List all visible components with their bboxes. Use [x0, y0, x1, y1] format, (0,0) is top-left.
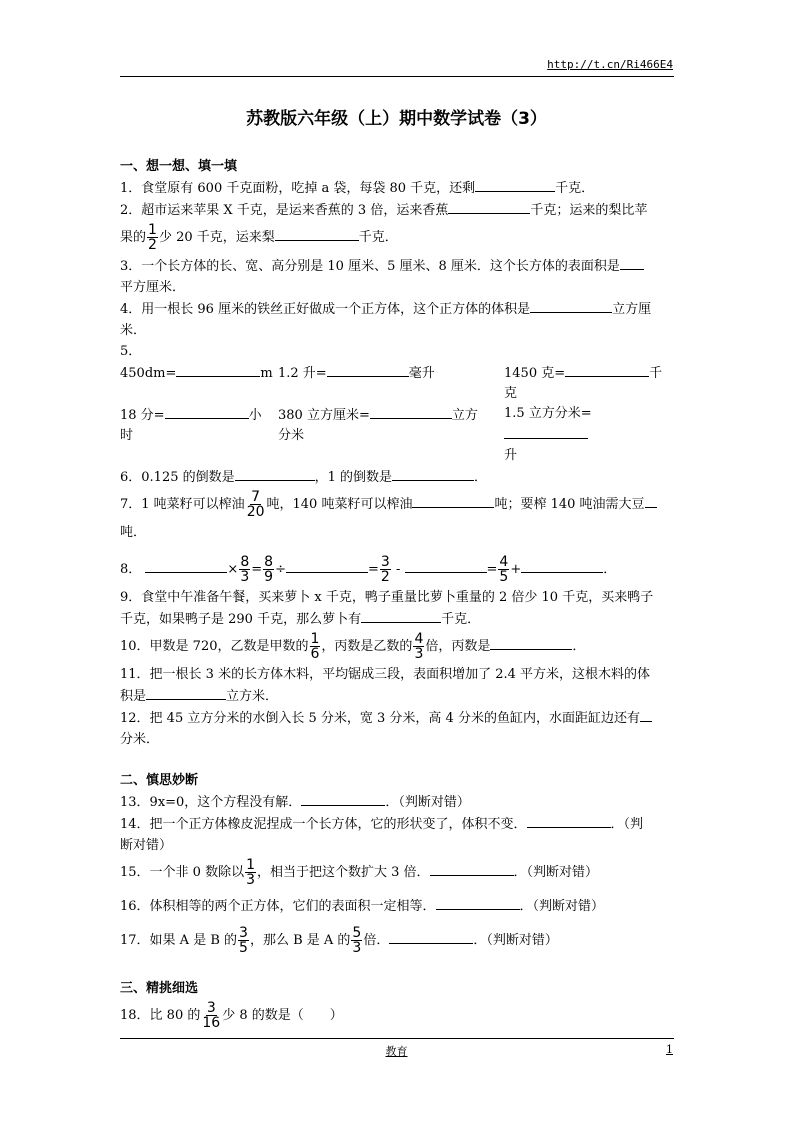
q7-fraction: $\frac{7}{20}$ [246, 489, 265, 520]
question-1 [120, 177, 674, 199]
q9-text-2: 千克，如果鸭子是 290 千克，那么萝卜有 [120, 612, 362, 627]
q3-text: 3．一个长方体的长、宽、高分别是 10 厘米、5 厘米、8 厘米．这个长方体的表面积是 [120, 259, 620, 274]
q17-text: 17．如果 A 是 B 的 [120, 933, 238, 948]
exam-content [120, 156, 674, 1033]
q5-blank-2[interactable] [327, 362, 409, 377]
q4-text: 4．用一根长 96 厘米的铁丝正好做成一个正方体，这个正方体的体积是 [120, 302, 531, 317]
q8-fraction-4: $\frac{4}{5}$ [499, 554, 509, 585]
q5-number: 5． [120, 344, 142, 359]
page-number: 1 [666, 1043, 673, 1056]
q15-fraction: $\frac{1}{3}$ [246, 857, 255, 888]
q17-tail: ．（判断对错） [473, 933, 558, 948]
q5-cell-3: 1450 克= 千克 [504, 362, 674, 404]
q15-tail: ．（判断对错） [513, 865, 599, 880]
q1-tail: 千克． [555, 181, 595, 196]
q1-blank[interactable] [475, 177, 555, 192]
question-11 [120, 664, 674, 707]
q8-blank-2[interactable] [286, 558, 368, 573]
q7-tail: 吨． [120, 525, 147, 540]
section-3-heading: 三、精挑细选 [120, 981, 199, 996]
q2-blank-1[interactable] [448, 199, 530, 214]
question-15 [120, 856, 674, 890]
question-5 [120, 341, 674, 466]
q12-text: 12．把 45 立方分米的水倒入长 5 分米，宽 3 分米，高 4 分米的鱼缸内，水面距缸边还有 [120, 711, 640, 726]
q13-blank[interactable] [301, 791, 385, 806]
question-2 [120, 199, 674, 255]
q5-blank-4[interactable] [165, 404, 249, 419]
q15-blank[interactable] [430, 861, 514, 876]
q8-blank-4[interactable] [521, 558, 603, 573]
q16-text: 16．体积相等的两个正方体，它们的表面积一定相等． [120, 899, 436, 914]
q8-eq-3: = [486, 562, 498, 577]
q7-blank-1[interactable] [412, 493, 494, 508]
q5-cell-5: 380 立方厘米= 立方 分米 [278, 404, 504, 466]
q8-eq-1: = [251, 562, 263, 577]
q2-text-3: 果的 [120, 230, 147, 245]
q12-tail: 分米． [120, 732, 160, 747]
q9-blank[interactable] [361, 608, 441, 623]
q4-blank[interactable] [530, 298, 612, 313]
q10-text-2: ，丙数是乙数的 [321, 639, 413, 654]
question-7-cont [120, 522, 674, 543]
q14-text-2: ．（判 [610, 817, 644, 832]
q8-number: 8． [120, 562, 142, 577]
q17-text-3: 倍． [363, 933, 390, 948]
q4-text-2: 立方厘 [612, 302, 652, 317]
q9-tail: 千克． [441, 612, 481, 627]
question-12 [120, 707, 674, 750]
q6-blank-1[interactable] [235, 466, 315, 481]
question-4 [120, 298, 674, 341]
q14-tail: 断对错） [120, 838, 173, 853]
q13-tail: ．（判断对错） [385, 795, 470, 810]
q11-text-2: 积是 [120, 689, 147, 704]
q8-blank-1[interactable] [145, 558, 227, 573]
q3-blank[interactable] [620, 255, 644, 270]
q8-fraction-2: $\frac{8}{9}$ [264, 554, 274, 585]
q16-blank[interactable] [436, 895, 520, 910]
q5-blank-5[interactable] [370, 404, 452, 419]
q5-cell-2: 1.2 升= 毫升 [278, 362, 504, 404]
q8-times: × [227, 562, 239, 577]
q11-tail: 立方米． [226, 689, 279, 704]
q7-blank-2[interactable] [645, 493, 657, 508]
q2-text: 2．超市运来苹果 X 千克，是运来香蕉的 3 倍，运来香蕉 [120, 203, 449, 218]
q6-text-2: ，1 的倒数是 [314, 470, 393, 485]
q17-blank[interactable] [389, 929, 473, 944]
footer-divider [120, 1038, 674, 1039]
q10-blank[interactable] [490, 635, 572, 650]
q2-fraction: $\frac{1}{2}$ [148, 222, 157, 253]
q7-text-2: 吨，140 吨菜籽可以榨油 [266, 497, 413, 512]
q15-text: 15．一个非 0 数除以 [120, 865, 245, 880]
section-1-heading: 一、想一想、填一填 [120, 159, 238, 174]
q17-fraction-2: $\frac{5}{3}$ [352, 925, 362, 956]
q17-fraction-1: $\frac{3}{5}$ [239, 925, 248, 956]
q2-blank-2[interactable] [275, 226, 359, 241]
q5-cell-6: 1.5 立方分米= 升 [504, 406, 592, 463]
q18-text: 18．比 80 的 [120, 1008, 201, 1023]
question-3 [120, 255, 674, 298]
q5-blank-1[interactable] [176, 362, 260, 377]
q8-tail: ． [603, 562, 617, 577]
q8-eq-2: = [367, 562, 379, 577]
page-title: 苏教版六年级（上）期中数学试卷（3） [246, 109, 547, 129]
question-7 [120, 488, 674, 522]
question-9 [120, 587, 674, 630]
q18-text-2: 少 8 的数是（ ） [222, 1008, 343, 1023]
q17-text-2: ，那么 B 是 A 的 [249, 933, 351, 948]
q8-fraction-1: $\frac{8}{3}$ [240, 554, 250, 585]
q1-text: 1．食堂原有 600 千克面粉，吃掉 a 袋，每袋 80 千克，还剩 [120, 181, 476, 196]
q5-cell-1: 450dm= m [120, 362, 278, 404]
section-2-heading: 二、慎思妙断 [120, 773, 199, 788]
q10-text: 10．甲数是 720，乙数是甲数的 [120, 639, 309, 654]
q7-text: 7．1 吨菜籽可以榨油 [120, 497, 245, 512]
q16-tail: ．（判断对错） [519, 899, 605, 914]
q10-fraction-2: $\frac{4}{3}$ [414, 631, 424, 662]
q12-blank[interactable] [640, 707, 652, 722]
q9-text: 9．食堂中午准备午餐，买来萝卜 x 千克，鸭子重量比萝卜重量的 2 倍少 10 千克，买来鸭子 [120, 590, 654, 605]
q8-plus: + [510, 562, 522, 577]
q4-tail: 米． [120, 323, 147, 338]
question-16 [120, 890, 674, 924]
q6-text: 6．0.125 的倒数是 [120, 470, 235, 485]
question-14 [120, 813, 674, 856]
q8-blank-3[interactable] [405, 558, 487, 573]
question-6 [120, 466, 674, 488]
q5-blank-6[interactable] [504, 424, 588, 439]
q8-fraction-3: $\frac{3}{2}$ [380, 554, 390, 585]
q10-text-3: 倍，丙数是 [425, 639, 491, 654]
q5-cell-4: 18 分= 小 时 [120, 404, 278, 466]
question-10 [120, 630, 674, 664]
question-17 [120, 924, 674, 958]
q8-minus: - [395, 562, 401, 577]
question-13 [120, 791, 674, 813]
q11-text: 11．把一根长 3 米的长方体木料，平均锯成三段，表面积增加了 2.4 平方米，这根木料的体 [120, 667, 651, 682]
header-link[interactable]: http://t.cn/Ri466E4 [547, 58, 673, 71]
q7-text-3: 吨；要榨 140 吨油需大豆 [494, 497, 645, 512]
q14-text: 14．把一个正方体橡皮泥捏成一个长方体，它的形状变了，体积不变． [120, 817, 527, 832]
q8-divide: ÷ [275, 562, 286, 577]
q10-tail: ． [572, 639, 586, 654]
q6-tail: ． [474, 470, 488, 485]
question-8 [120, 553, 674, 587]
q15-text-2: ，相当于把这个数扩大 3 倍． [257, 865, 430, 880]
q13-text: 13．9x=0，这个方程没有解． [120, 795, 302, 810]
q2-text-2: 千克；运来的梨比苹 [530, 203, 648, 218]
q2-tail: 千克． [358, 230, 398, 245]
q5-blank-3[interactable] [565, 362, 649, 377]
q6-blank-2[interactable] [392, 466, 474, 481]
q3-tail: 平方厘米． [120, 280, 186, 295]
q10-fraction-1: $\frac{1}{6}$ [310, 631, 320, 662]
q18-fraction: $\frac{3}{16}$ [202, 1000, 221, 1031]
q11-blank[interactable] [146, 685, 226, 700]
q2-text-4: 少 20 千克，运来梨 [158, 230, 275, 245]
footer-link[interactable]: 教育 [385, 1045, 408, 1058]
q14-blank[interactable] [527, 813, 611, 828]
header-divider [120, 76, 674, 77]
question-18 [120, 999, 674, 1033]
